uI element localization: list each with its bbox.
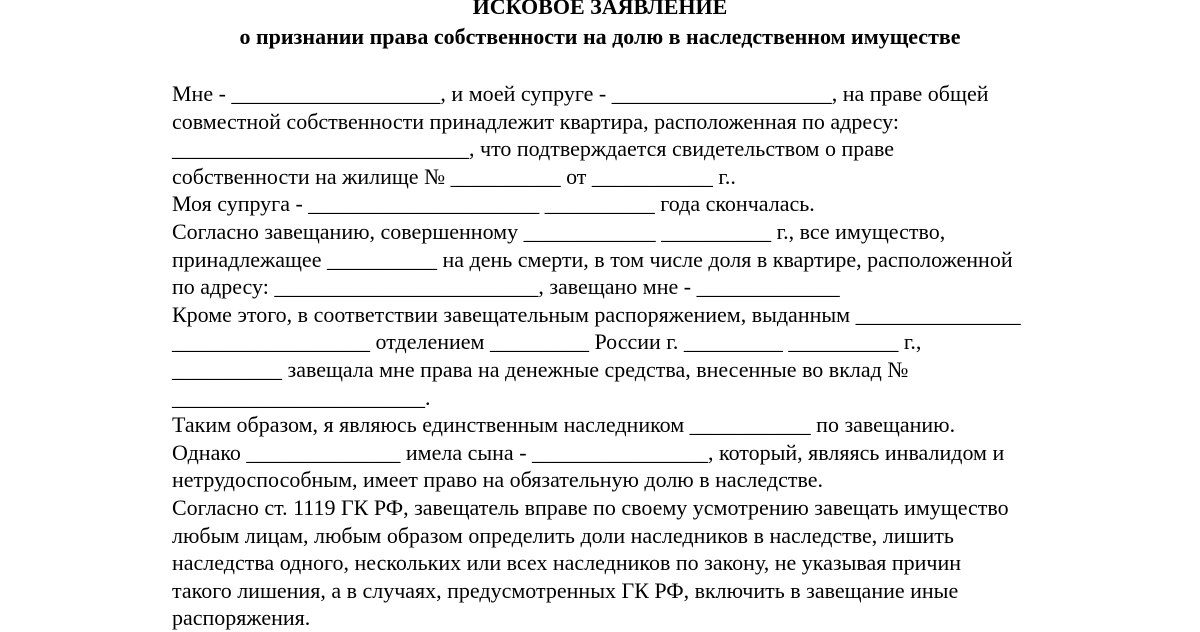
body-line: Моя супруга - _____________________ __________ года скончалась. (172, 191, 815, 217)
body-line: любым лицам, любым образом определить доли наследников в наследстве, лишить (172, 522, 954, 548)
document-title: ИСКОВОЕ ЗАЯВЛЕНИЕ (472, 0, 728, 19)
body-line: такого лишения, а в случаях, предусмотренных ГК РФ, включить в завещание иные (172, 577, 959, 603)
body-line: __________ завещала мне права на денежные средства, внесенные во вклад № (172, 356, 909, 382)
body-line: принадлежащее __________ на день смерти, в том числе доля в квартире, расположенной (172, 246, 1013, 272)
body-line: Мне - ___________________, и моей супруге - ____________________, на праве общей (172, 81, 989, 106)
document-body (172, 80, 1172, 632)
body-line: совместной собственности принадлежит квартира, расположенная по адресу: (172, 108, 899, 134)
body-line: Однако ______________ имела сына - ________________, который, являясь инвалидом и (172, 439, 1005, 465)
body-line: наследства одного, нескольких или всех наследников по закону, не указывая причин (172, 550, 961, 576)
body-line: _______________________. (172, 384, 431, 410)
body-line: Согласно завещанию, совершенному ____________ __________ г., все имущество, (172, 218, 946, 244)
body-line: собственности на жилище № __________ от ___________ г.. (172, 163, 736, 189)
body-line: Таким образом, я являюсь единственным наследником ___________ по завещанию. (172, 412, 956, 438)
body-line: Кроме этого, в соответствии завещательным распоряжением, выданным _______________ (172, 301, 1021, 327)
body-line: распоряжения. (172, 605, 311, 631)
body-line: нетрудоспособным, имеет право на обязательную долю в наследстве. (172, 467, 823, 493)
body-line: __________________ отделением _________ России г. _________ __________ г., (172, 329, 922, 355)
body-line: по адресу: ________________________, завещано мне - _____________ (172, 274, 840, 300)
body-line: ___________________________, что подтверждается свидетельством о праве (172, 136, 895, 162)
document-subtitle: о признании права собственности на долю в наследственном имуществе (239, 24, 961, 49)
body-line: Согласно ст. 1119 ГК РФ, завещатель вправе по своему усмотрению завещать имущество (172, 494, 1009, 520)
